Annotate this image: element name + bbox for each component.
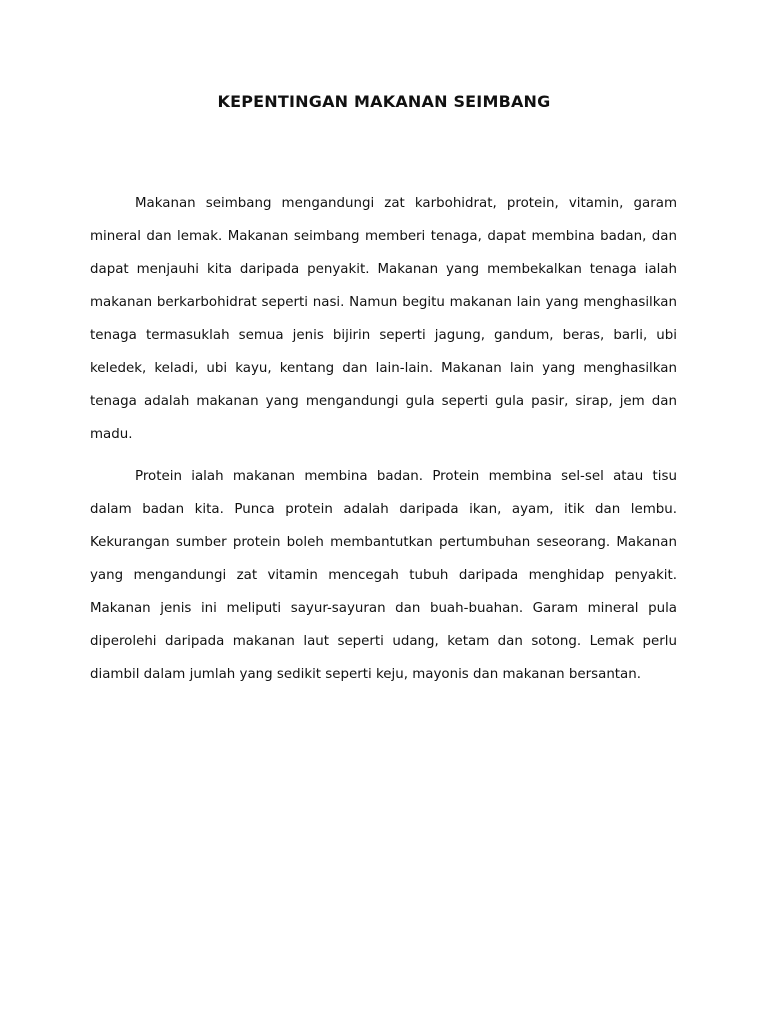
document-body bbox=[90, 187, 677, 700]
document-title: KEPENTINGAN MAKANAN SEIMBANG bbox=[217, 92, 551, 111]
paragraph-1: Makanan seimbang mengandungi zat karbohidrat, protein, vitamin, garam mineral dan lemak. Makanan seimbang memberi tenaga, dapat membina badan, dan dapat menjauhi kita daripada penyakit. Makanan yang membekalkan tenaga ialah makanan berkarbohidrat seperti nasi. Namun begitu makanan lain yang menghasilkan tenaga termasuklah semua jenis bijirin seperti jagung, gandum, beras, barli, ubi keledek, keladi, ubi kayu, kentang dan lain-lain. Makanan lain yang menghasilkan tenaga adalah makanan yang mengandungi gula seperti gula pasir, sirap, jem dan madu. bbox=[90, 196, 677, 442]
paragraph-2: Protein ialah makanan membina badan. Protein membina sel-sel atau tisu dalam badan kita. Punca protein adalah daripada ikan, ayam, itik dan lembu. Kekurangan sumber protein boleh membantutkan pertumbuhan seseorang. Makanan yang mengandungi zat vitamin mencegah tubuh daripada menghidap penyakit. Makanan jenis ini meliputi sayur-sayuran dan buah-buahan. Garam mineral pula diperolehi daripada makanan laut seperti udang, ketam dan sotong. Lemak perlu diambil dalam jumlah yang sedikit seperti keju, mayonis dan makanan bersantan. bbox=[90, 469, 677, 682]
